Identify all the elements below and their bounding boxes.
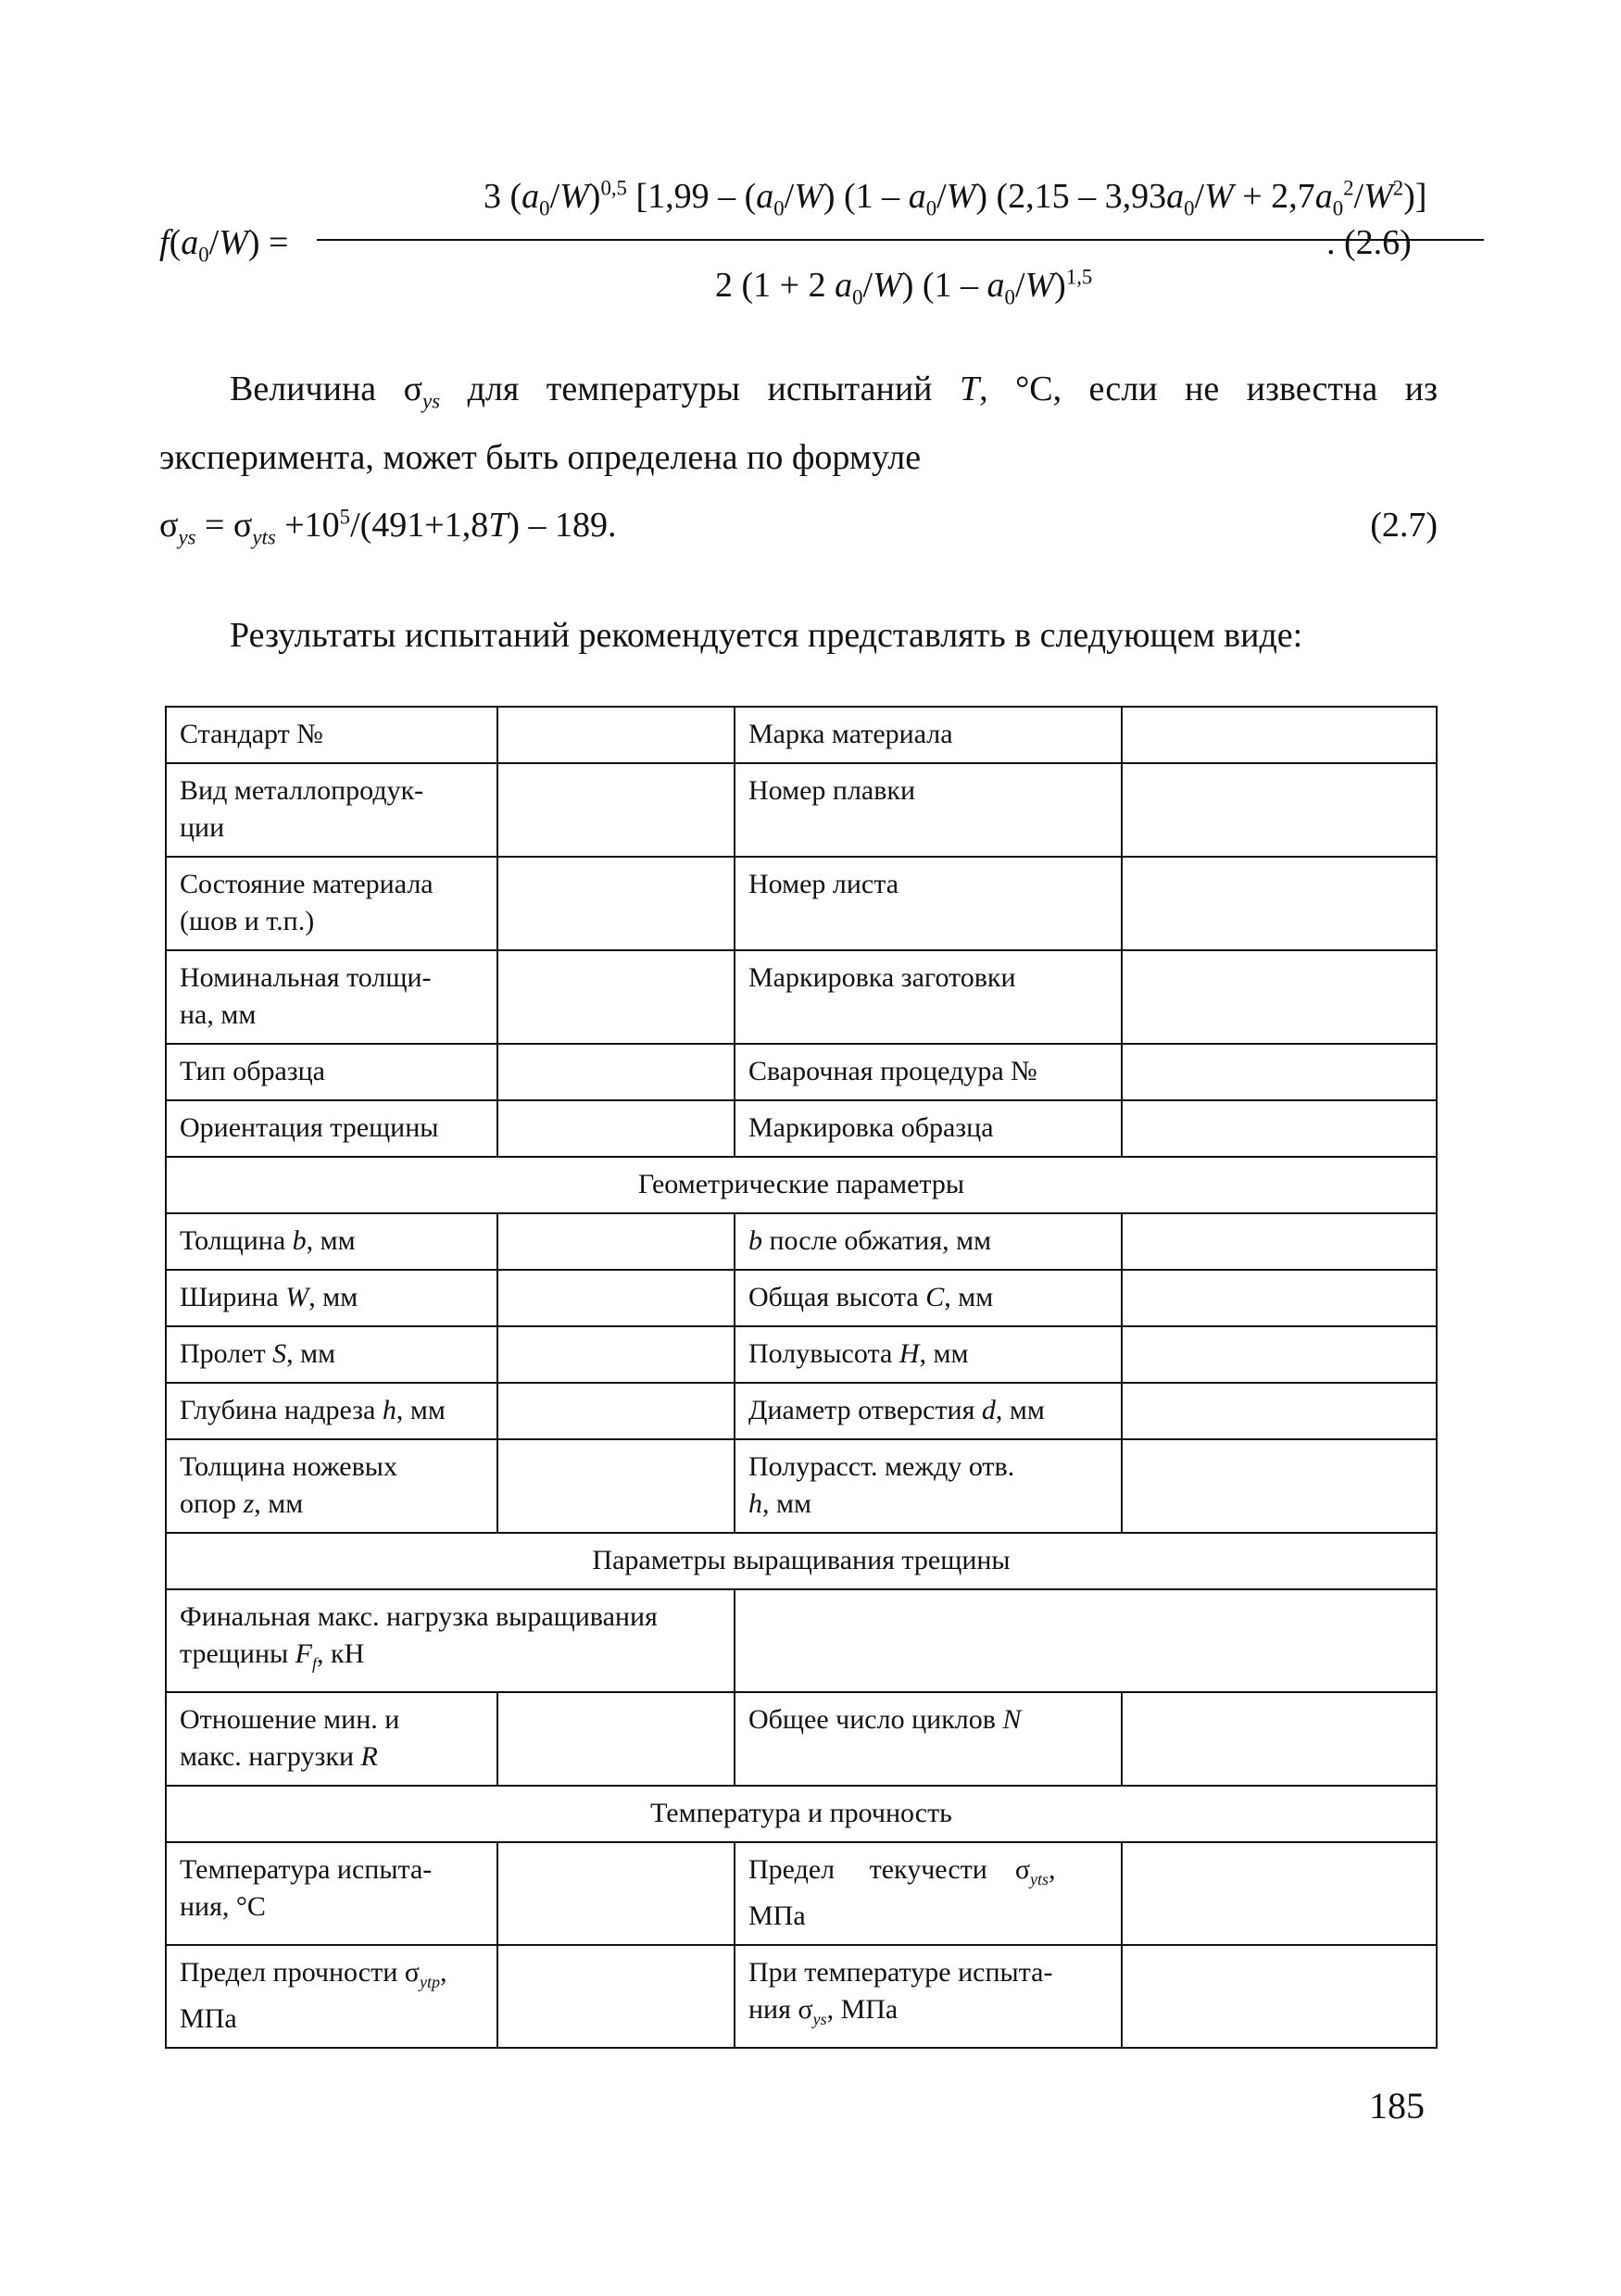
table-cell-value xyxy=(1122,1383,1437,1439)
table-cell-value xyxy=(1122,1100,1437,1157)
results-table xyxy=(165,706,1438,2049)
table-cell-value xyxy=(1122,1692,1437,1786)
table-cell-label: Ширина W, мм xyxy=(166,1270,497,1326)
table-row xyxy=(166,1842,1437,1945)
equation-lhs: $f(a_0/W)$ = xyxy=(159,223,289,267)
table-cell-value xyxy=(1122,1270,1437,1326)
table-cell-value xyxy=(497,707,735,763)
table-cell-label: Полувысота H, мм xyxy=(735,1326,1122,1383)
table-cell-value xyxy=(497,763,735,857)
table-cell-value xyxy=(497,1326,735,1383)
equation-2-7 xyxy=(159,505,1438,550)
equation-number: . (2.6) xyxy=(1326,223,1412,262)
table-cell-value xyxy=(497,1100,735,1157)
table-cell-label: Толщина b, мм xyxy=(166,1213,497,1270)
table-cell-label: Отношение мин. и макс. нагрузки R xyxy=(166,1692,497,1786)
table-cell-label: Маркировка образца xyxy=(735,1100,1122,1157)
table-cell-label: Номер листа xyxy=(735,857,1122,950)
table-row xyxy=(166,1945,1437,2048)
table-cell-label: Сварочная процедура № xyxy=(735,1044,1122,1100)
equation-formula: $\sigma_{ys} = \sigma_{yts} +10^5/(491+1,8T) - 189$. xyxy=(159,505,617,549)
table-cell-label: Тип образца xyxy=(166,1044,497,1100)
table-cell-value xyxy=(1122,707,1437,763)
table-cell-label: Толщина ножевых опор z, мм xyxy=(166,1439,497,1533)
table-row xyxy=(166,1589,1437,1692)
paragraph-sigma-ys: Величина $\sigma_{ys}$ для температуры испытаний T, °С, если не известна из эксперимента, может быть определена по формуле xyxy=(159,370,1439,477)
table-cell-value xyxy=(497,1213,735,1270)
table-cell-label: При температуре испыта- ния $\sigma_{ys}$, МПа xyxy=(735,1945,1122,2048)
table-cell-value xyxy=(497,1270,735,1326)
table-cell-label: Температура испыта- ния, °С xyxy=(166,1842,497,1945)
table-cell-label: Диаметр отверстия d, мм xyxy=(735,1383,1122,1439)
table-cell-label: Глубина надреза h, мм xyxy=(166,1383,497,1439)
section-crack-heading: Параметры выращивания трещины xyxy=(166,1533,1437,1589)
equation-numerator: 3 $(a_0/W)^{0,5}$ [$1,99 - (a_0/W)$ $(1 - a_0/W)$ $(2,15 - 3,93a_0/W + 2,7a_0^2/W^2)$] xyxy=(484,176,1427,220)
table-row xyxy=(166,1044,1437,1100)
table-cell-value xyxy=(1122,763,1437,857)
table-row xyxy=(166,1439,1437,1533)
table-cell-value xyxy=(497,950,735,1044)
table-row xyxy=(166,857,1437,950)
table-section-row xyxy=(166,1786,1437,1842)
table-cell-label: Полурасст. между отв. h, мм xyxy=(735,1439,1122,1533)
table-cell-value xyxy=(1122,1439,1437,1533)
table-cell-value xyxy=(1122,950,1437,1044)
table-cell-label: Финальная макс. нагрузка выращивания трещины $F_f$, кН xyxy=(166,1589,735,1692)
table-cell-label: Общее число циклов N xyxy=(735,1692,1122,1786)
table-cell-value xyxy=(497,857,735,950)
table-cell-value xyxy=(735,1589,1437,1692)
page-number: 185 xyxy=(1369,2085,1425,2127)
equation-number: (2.7) xyxy=(1370,506,1438,545)
paragraph-results: Результаты испытаний рекомендуется представлять в следующем виде: xyxy=(230,616,1303,655)
table-cell-label: Общая высота C, мм xyxy=(735,1270,1122,1326)
table-cell-value xyxy=(497,1945,735,2048)
table-row xyxy=(166,1100,1437,1157)
table-row xyxy=(166,1326,1437,1383)
table-row xyxy=(166,1383,1437,1439)
table-cell-label: Ориентация трещины xyxy=(166,1100,497,1157)
table-cell-value xyxy=(497,1692,735,1786)
table-cell-value xyxy=(497,1044,735,1100)
table-cell-label: b после обжатия, мм xyxy=(735,1213,1122,1270)
table-cell-label: Состояние материала (шов и т.п.) xyxy=(166,857,497,950)
table-cell-label: Пролет S, мм xyxy=(166,1326,497,1383)
table-cell-value xyxy=(497,1439,735,1533)
equation-denominator: 2 (1 + 2 $a_0/W$) $(1 - a_0/W)^{1,5}$ xyxy=(715,265,1093,309)
section-temp-heading: Температура и прочность xyxy=(166,1786,1437,1842)
table-row xyxy=(166,950,1437,1044)
table-cell-label: Номер плавки xyxy=(735,763,1122,857)
table-cell-label: Вид металлопродук- ции xyxy=(166,763,497,857)
fraction-bar xyxy=(317,239,1484,241)
table-section-row xyxy=(166,1533,1437,1589)
table-cell-label: Маркировка заготовки xyxy=(735,950,1122,1044)
table-cell-label: Предел прочности $\sigma_{ytp}$, МПа xyxy=(166,1945,497,2048)
table-cell-value xyxy=(497,1842,735,1945)
equation-2-6 xyxy=(159,176,1438,333)
table-row xyxy=(166,1270,1437,1326)
table-cell-value xyxy=(1122,1044,1437,1100)
table-cell-label: Номинальная толщи- на, мм xyxy=(166,950,497,1044)
table-cell-value xyxy=(1122,1842,1437,1945)
table-section-row xyxy=(166,1157,1437,1213)
table-cell-value xyxy=(1122,857,1437,950)
table-cell-value xyxy=(1122,1213,1437,1270)
table-row xyxy=(166,1213,1437,1270)
table-cell-value xyxy=(1122,1945,1437,2048)
section-geometry-heading: Геометрические параметры xyxy=(166,1157,1437,1213)
table-cell-value xyxy=(497,1383,735,1439)
table-cell-label: Стандарт № xyxy=(166,707,497,763)
table-cell-label: Предел текучести $\sigma_{yts}$, МПа xyxy=(735,1842,1122,1945)
table-cell-label: Марка материала xyxy=(735,707,1122,763)
table-row xyxy=(166,707,1437,763)
table-row xyxy=(166,763,1437,857)
table-cell-value xyxy=(1122,1326,1437,1383)
table-row xyxy=(166,1692,1437,1786)
